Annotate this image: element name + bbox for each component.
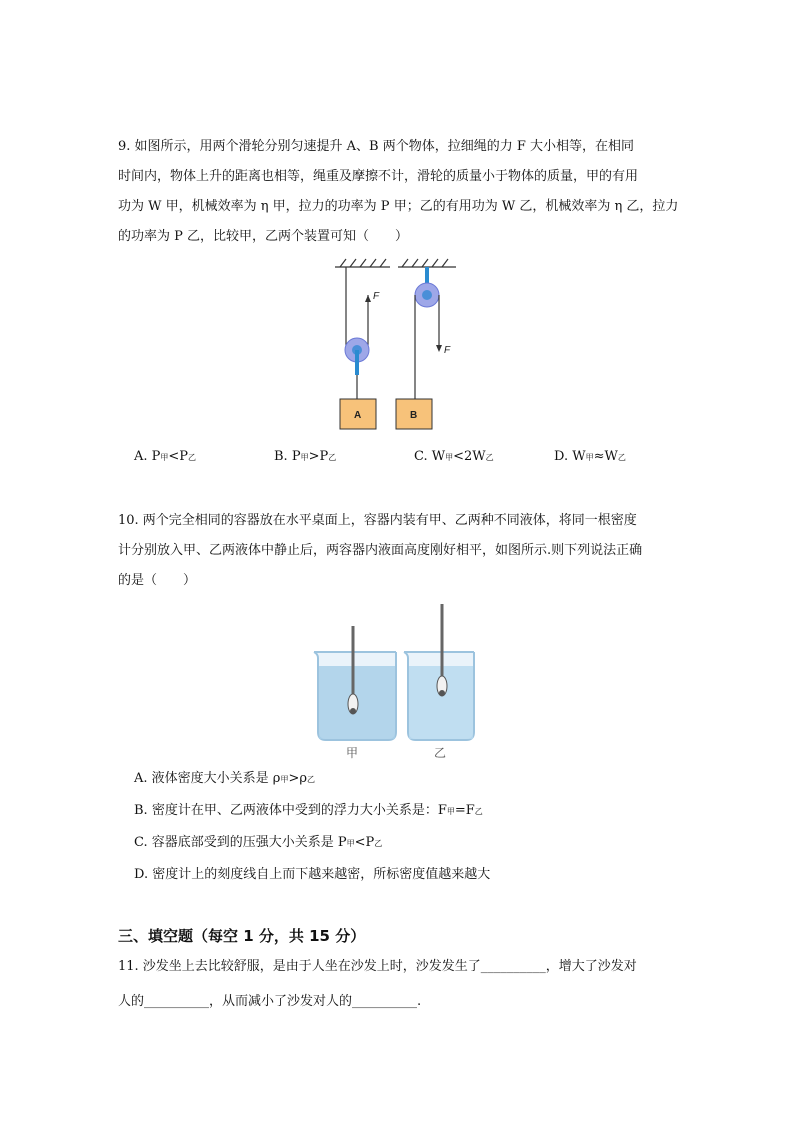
beaker-left-label: 甲: [346, 746, 359, 760]
force-arrow-up-icon: [365, 295, 371, 302]
q10-option-b: B. 密度计在甲、乙两液体中受到的浮力大小关系是：F甲=F乙: [134, 803, 483, 818]
q10-line-2: 计分别放入甲、乙两液体中静止后，两容器内液面高度刚好相平，如图所示.则下列说法正确: [118, 543, 643, 558]
force-label-right: F: [444, 345, 451, 356]
q9-line-2: 时间内，物体上升的距离也相等，绳重及摩擦不计，滑轮的质量小于物体的质量，甲的有用: [118, 169, 639, 184]
q9-line-3: 功为 W 甲，机械效率为 η 甲，拉力的功率为 P 甲；乙的有用功为 W 乙，机械效率为 η 乙，拉力: [118, 199, 679, 214]
q9-option-c: C. W甲<2W乙: [414, 449, 494, 464]
q11-line-1: 11. 沙发坐上去比较舒服，是由于人坐在沙发上时，沙发发生了__________，增大了沙发对: [118, 959, 637, 974]
q9-option-a: A. P甲<P乙: [134, 449, 197, 464]
ceiling-left: [335, 259, 390, 267]
q10-line-1: 10. 两个完全相同的容器放在水平桌面上，容器内装有甲、乙两种不同液体，将同一根密度: [118, 513, 637, 528]
pulley-hook-left: [355, 350, 359, 375]
q9-option-d: D. W甲≈W乙: [554, 449, 626, 464]
pulley-figure: [330, 255, 460, 435]
beaker-right-label: 乙: [434, 746, 447, 760]
force-label-left: F: [373, 291, 380, 302]
hydrometer-figure: [308, 600, 478, 760]
ceiling-right: [398, 259, 456, 267]
force-arrow-down-icon: [436, 345, 442, 352]
q9-option-b: B. P甲>P乙: [274, 449, 337, 464]
q10-line-3: 的是（ ）: [118, 573, 197, 588]
q9-line-4: 的功率为 P 乙，比较甲，乙两个装置可知（ ）: [118, 229, 409, 244]
fixed-pulley-axle-icon: [422, 290, 432, 300]
section-3-title: 三、填空题（每空 1 分，共 15 分）: [118, 927, 366, 945]
q11-line-2: 人的__________，从而减小了沙发对人的__________.: [118, 994, 422, 1009]
block-a-label: A: [354, 410, 362, 421]
q10-option-a: A. 液体密度大小关系是 ρ甲>ρ乙: [134, 771, 315, 786]
beaker-right: [404, 652, 474, 740]
block-b-label: B: [410, 410, 418, 421]
q10-option-d: D. 密度计上的刻度线自上而下越来越密，所标密度值越来越大: [134, 867, 491, 882]
q10-option-c: C. 容器底部受到的压强大小关系是 P甲<P乙: [134, 835, 383, 850]
q9-line-1: 9. 如图所示，用两个滑轮分别匀速提升 A、B 两个物体，拉细绳的力 F 大小相等，在相同: [118, 139, 635, 154]
hydrometer-right: [437, 604, 447, 696]
